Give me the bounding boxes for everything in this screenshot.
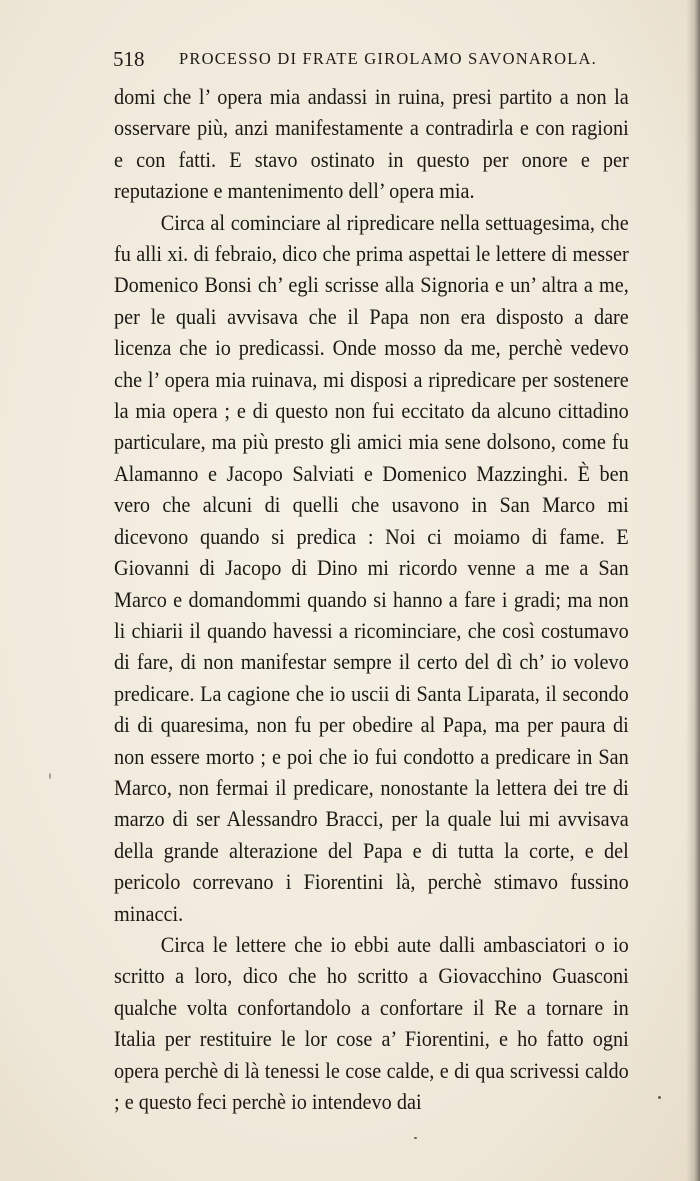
paper-speck [658, 1096, 661, 1099]
paper-speck [414, 1137, 417, 1139]
paragraph: Circa al cominciare al ripredicare nella settuagesima, che fu alli xi. di febraio, dico che prima aspettai le lettere di messer Domenico Bonsi ch’ egli scrisse alla Signoria e un’ altra a me, per le quali avvisava che il Papa non era disposto a dare licenza che io predicassi. Onde mosso da me, perchè vedevo che l’ opera mia ruinava, mi disposi a ripredicare per sostenere la mia opera ; e di questo non fui eccitato da alcuno cittadino particulare, ma più presto gli amici mia sene dolsono, come fu Alamanno e Jacopo Salviati e Domenico Mazzinghi. È ben vero che alcuni di quelli che usavono in San Marco mi dicevono quando si predica : Noi ci moiamo di fame. E Giovanni di Jacopo di Dino mi ricordo venne a me a San Marco e domandommi quando si hanno a fare i gradi; ma non li chiarii il quando havessi a ricominciare, che così costumavo di fare, di non manifestar sempre il certo del dì ch’ io volevo predicare. La cagione che io uscii di Santa Liparata, il secondo di di quaresima, non fu per obedire al Papa, ma per paura di non essere morto ; e poi che io fui condotto a predicare in San Marco, non fermai il predicare, nonostante la lettera dei tre di marzo di ser Alessandro Bracci, per la quale lui mi avvisava della grande alterazione del Papa e di tutta la corte, e del pericolo correvano i Fiorentini là, perchè stimavo fussino minacci. [114, 209, 629, 926]
paragraph: Circa le lettere che io ebbi aute dalli ambasciatori o io scritto a loro, dico che ho scritto a Giovacchino Guasconi qualche volta confortandolo a confortare il Re a tornare in Italia per restituire le lor cose a’ Fiorentini, e ho fatto ogni opera perchè di là tenessi le cose calde, e di qua scrivessi caldo ; e questo feci perchè io intendevo dai [114, 931, 629, 1114]
page-edge-shadow [686, 0, 700, 1181]
paragraph: domi che l’ opera mia andassi in ruina, presi partito a non la osservare più, anzi manifestamente a contradirla e con ragioni e con fatti. E stavo ostinato in questo per onore e per reputazione e mantenimento dell’ opera mia. [114, 84, 629, 204]
page-header [113, 44, 633, 74]
page-number: 518 [113, 47, 145, 71]
body-text [114, 81, 629, 1117]
running-title: PROCESSO DI FRATE GIROLAMO SAVONAROLA. [179, 49, 597, 68]
paper-speck [49, 773, 51, 779]
